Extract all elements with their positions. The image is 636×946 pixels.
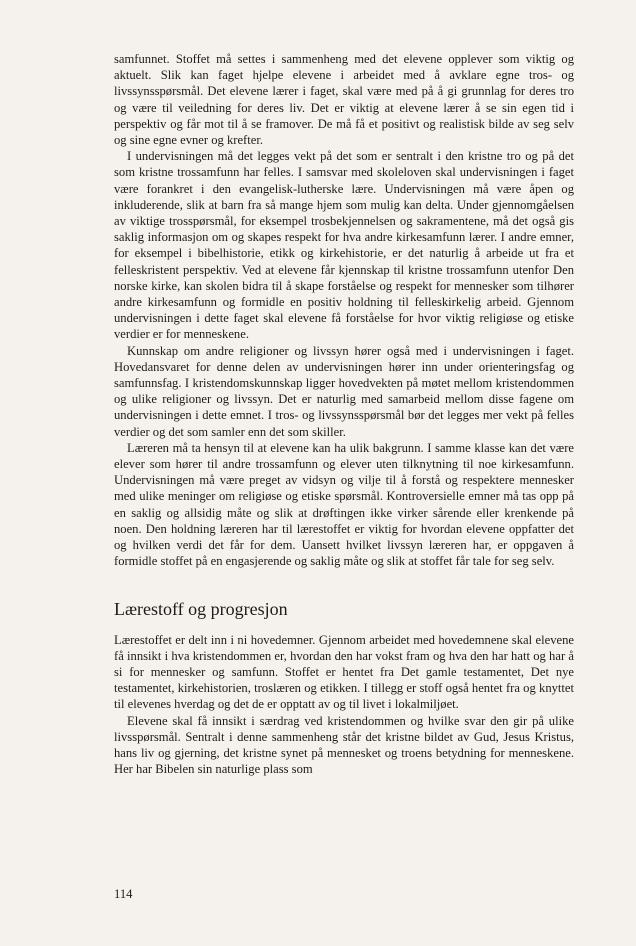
- section-heading: Lærestoff og progresjon: [114, 598, 288, 619]
- paragraph: Elevene skal få innsikt i særdrag ved kristendommen og hvilke svar den gir på ulike livsspørsmål. Sentralt i denne sammenheng står det kristne bildet av Gud, Jesus Kristus, hans liv og gjerning, det kristne synet på mennesket og troens betydning for menneskene. Her har Bibelen sin naturlige plass som: [114, 713, 574, 777]
- paragraph: I undervisningen må det legges vekt på det som er sentralt i den kristne tro og på det som kristne trossamfunn har felles. I samsvar med skoleloven skal undervisningen i faget være forankret i den evangelisk-lutherske lære. Undervisningen må være åpen og inkluderende, slik at barn fra så mange hjem som mulig kan delta. Under gjennomgåelsen av viktige trosspørsmål, for eksempel trosbekjennelsen og sakramentene, må det også gis saklig informasjon om og skapes respekt for hva andre kirkesamfunn lærer. I andre emner, for eksempel i bibelhistorie, etikk og kirkehistorie, er det naturlig å arbeide ut fra et felleskristent perspektiv. Ved at elevene får kjennskap til kristne trossamfunn utenfor Den norske kirke, kan skolen bidra til å skape forståelse og respekt for mennesker som tilhører andre kirkesamfunn og formidle en positiv holdning til felleskirkelig arbeid. Gjennom undervisningen i dette faget skal elevene få forståelse for hvor viktig religiøse og etiske verdier er for menneskene.: [114, 149, 574, 342]
- paragraph: samfunnet. Stoffet må settes i sammenheng med det elevene opplever som viktig og aktuelt. Slik kan faget hjelpe elevene i arbeidet med å avklare egne tros- og livssynsspørsmål. Det elevene lærer i faget, skal være med på å gi grunnlag for deres tro og være til veiledning for deres liv. Det er viktig at elevene lærer å se sin egen tid i perspektiv og får mot til å se framover. De må få et positivt og realistisk bilde av seg selv og sine egne evner og krefter.: [114, 52, 574, 148]
- body-text: [114, 51, 574, 777]
- page-number: 114: [114, 887, 133, 901]
- paragraph: Kunnskap om andre religioner og livssyn hører også med i undervisningen i faget. Hovedansvaret for denne delen av undervisningen hører inn under orienteringsfag og samfunnsfag. I kristendomskunnskap ligger hovedvekten på møtet mellom kristendommen og ulike religioner og livssyn. Det er naturlig med samarbeid mellom disse fagene om undervisningen i dette emnet. I tros- og livssynsspørsmål bør det legges mer vekt på felles verdier og det som samler enn det som skiller.: [114, 343, 574, 439]
- paragraph: Lærestoffet er delt inn i ni hovedemner. Gjennom arbeidet med hovedemnene skal elevene få innsikt i hva kristendommen er, hvordan den har vokst fram og hva den har hatt og har å si for mennesker og samfunn. Stoffet er hentet fra Det gamle testamentet, Det nye testamentet, kirkehistorien, troslæren og etikken. I tillegg er stoff også hentet fra og knyttet til elevenes hverdag og det de er opptatt av og til livet i lokalmiljøet.: [114, 632, 574, 712]
- paragraph: Læreren må ta hensyn til at elevene kan ha ulik bakgrunn. I samme klasse kan det være elever som hører til andre trossamfunn og elever uten tilknytning til noe kirkesamfunn. Undervisningen må være preget av vidsyn og vilje til å forstå og respektere mennesker med ulike meninger om religiøse og etiske spørsmål. Kontroversielle emner må tas opp på en saklig og allsidig måte og slik at drøftingen ikke virker sårende eller krenkende på noen. Den holdning læreren har til lærestoffet er viktig for hvordan elevene oppfatter det og hvilken verdi det får for dem. Uansett hvilket livssyn læreren har, er oppgaven å formidle stoffet på en engasjerende og saklig måte og slik at stoffet får tale for seg selv.: [114, 440, 574, 569]
